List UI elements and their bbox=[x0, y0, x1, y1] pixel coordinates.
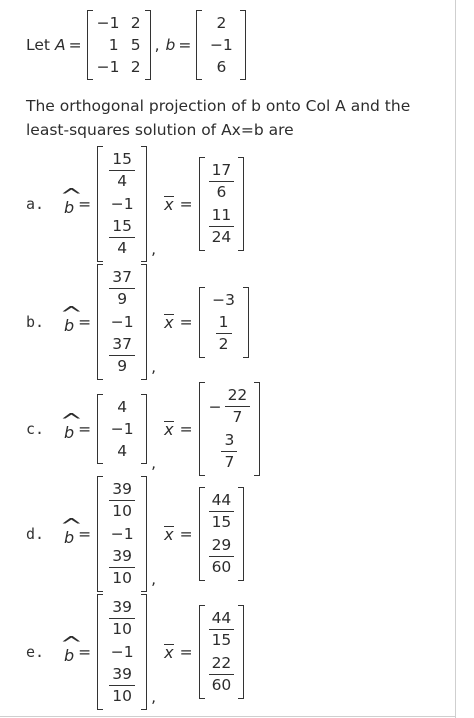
x-bar-symbol: x bbox=[164, 419, 174, 439]
fraction: $\frac{3}{7}$ bbox=[221, 431, 237, 472]
b-hat-symbol: ^ b bbox=[64, 522, 74, 547]
question-prompt bbox=[26, 94, 410, 142]
b-hat-symbol: ^ b bbox=[64, 192, 74, 217]
x-bar-symbol: x bbox=[164, 524, 174, 544]
equals-sign: = bbox=[78, 195, 92, 213]
b-hat-vector: $\frac{39}{10}$ −1 $\frac{39}{10}$ bbox=[97, 594, 147, 710]
matrix-a-symbol: A bbox=[54, 36, 66, 54]
fraction: $\frac{11}{24}$ bbox=[209, 206, 235, 247]
negative-fraction: − $\frac{22}{7}$ bbox=[209, 384, 251, 429]
fraction: $\frac{22}{60}$ bbox=[209, 654, 235, 695]
equals-sign: = bbox=[179, 643, 193, 661]
option-letter: a. bbox=[26, 195, 45, 213]
option-b[interactable]: b. ^ b = $\frac{37}{9}$ −1 $\frac{37}{9}$ , x = −3 $\frac{1}{2}$ bbox=[26, 264, 251, 380]
b-hat-vector: $\frac{39}{10}$ −1 $\frac{39}{10}$ bbox=[97, 476, 147, 592]
option-a[interactable]: a. ^ b = $\frac{15}{4}$ −1 $\frac{15}{4}$ , x = $\frac{17}{6}$ $\frac{11}{24}$ bbox=[26, 146, 246, 262]
fraction: $\frac{17}{6}$ bbox=[209, 161, 235, 202]
fraction: $\frac{22}{7}$ bbox=[225, 386, 251, 427]
equals-sign: = bbox=[179, 195, 193, 213]
let-label: Let bbox=[26, 36, 50, 54]
equals-sign: = bbox=[179, 525, 193, 543]
x-bar-symbol: x bbox=[164, 312, 174, 332]
x-bar-vector bbox=[199, 487, 245, 581]
vector-b: 2 −1 6 bbox=[196, 10, 246, 80]
b-hat-symbol: ^ b bbox=[64, 310, 74, 335]
b-hat-vector: 4 −1 4 bbox=[97, 394, 147, 464]
matrix-a-row: −1 2 bbox=[96, 14, 141, 32]
fraction: $\frac{37}{9}$ bbox=[109, 268, 135, 309]
matrix-a bbox=[87, 10, 151, 80]
equals-sign: = bbox=[78, 313, 92, 331]
fraction: $\frac{29}{60}$ bbox=[209, 536, 235, 577]
right-border bbox=[455, 0, 456, 718]
option-letter: c. bbox=[26, 420, 45, 438]
matrix-a-row: 1 5 bbox=[108, 36, 141, 54]
x-bar-vector bbox=[199, 157, 245, 251]
fraction: $\frac{44}{15}$ bbox=[209, 609, 235, 650]
fraction: $\frac{15}{4}$ bbox=[109, 217, 135, 258]
equals-sign: = bbox=[78, 643, 92, 661]
option-letter: d. bbox=[26, 525, 45, 543]
x-bar-symbol: x bbox=[164, 642, 174, 662]
x-bar-vector bbox=[199, 605, 245, 699]
fraction: $\frac{39}{10}$ bbox=[109, 547, 135, 588]
x-bar-vector: −3 $\frac{1}{2}$ bbox=[199, 287, 249, 358]
equals-sign: = bbox=[178, 36, 192, 54]
option-c[interactable]: c. ^ b = 4 −1 4 , x = − $\frac{22}{7}$ $\frac{3}{7}$ bbox=[26, 382, 262, 476]
b-hat-vector: $\frac{15}{4}$ −1 $\frac{15}{4}$ bbox=[97, 146, 147, 262]
prompt-line-1: The orthogonal projection of b onto Col A and the bbox=[26, 97, 411, 115]
b-hat-vector: $\frac{37}{9}$ −1 $\frac{37}{9}$ bbox=[97, 264, 147, 380]
fraction: $\frac{37}{9}$ bbox=[109, 335, 135, 376]
b-hat-symbol: ^ b bbox=[64, 417, 74, 442]
vector-b-symbol: b bbox=[165, 36, 176, 54]
equals-sign: = bbox=[78, 420, 92, 438]
fraction: $\frac{39}{10}$ bbox=[109, 598, 135, 639]
equals-sign: = bbox=[68, 36, 82, 54]
option-letter: e. bbox=[26, 643, 45, 661]
fraction: $\frac{15}{4}$ bbox=[109, 150, 135, 191]
x-bar-vector bbox=[199, 382, 261, 476]
equals-sign: = bbox=[179, 313, 193, 331]
equals-sign: = bbox=[179, 420, 193, 438]
prompt-line-2: least-squares solution of Ax=b are bbox=[26, 121, 294, 139]
fraction: $\frac{44}{15}$ bbox=[209, 491, 235, 532]
option-e[interactable]: e. ^ b = $\frac{39}{10}$ −1 $\frac{39}{10}$ , x = $\frac{44}{15}$ $\frac{22}{60}$ bbox=[26, 594, 246, 710]
given-line bbox=[26, 10, 248, 80]
fraction: $\frac{39}{10}$ bbox=[109, 480, 135, 521]
fraction: $\frac{39}{10}$ bbox=[109, 665, 135, 706]
matrix-a-row: −1 2 bbox=[96, 58, 141, 76]
option-letter: b. bbox=[26, 313, 45, 331]
x-bar-symbol: x bbox=[164, 194, 174, 214]
comma: , bbox=[154, 36, 160, 54]
equals-sign: = bbox=[78, 525, 92, 543]
option-d[interactable]: d. ^ b = $\frac{39}{10}$ −1 $\frac{39}{10}$ , x = $\frac{44}{15}$ $\frac{29}{60}$ bbox=[26, 476, 246, 592]
b-hat-symbol: ^ b bbox=[64, 640, 74, 665]
bottom-divider bbox=[0, 716, 456, 717]
fraction: $\frac{1}{2}$ bbox=[216, 313, 232, 354]
